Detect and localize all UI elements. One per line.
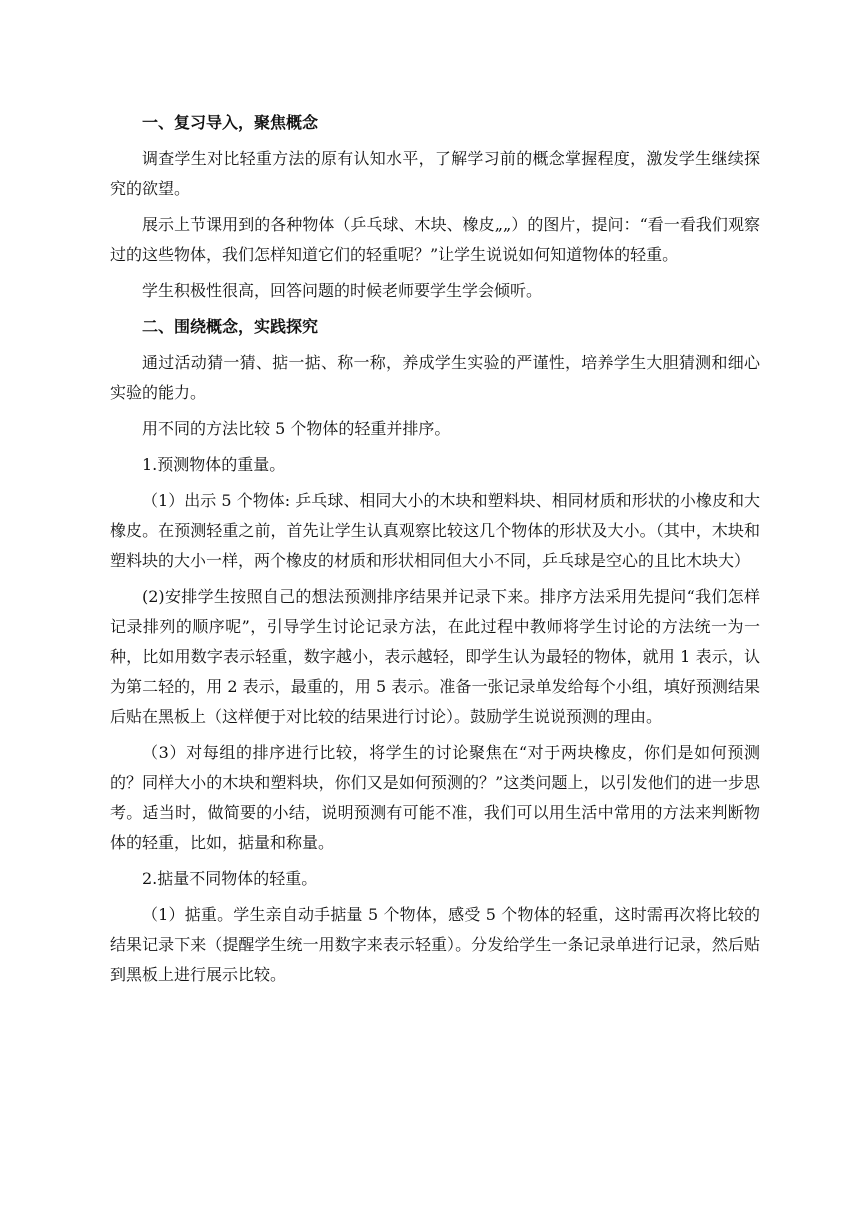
- paragraph: 通过活动猜一猜、掂一掂、称一称，养成学生实验的严谨性，培养学生大胆猜测和细心实验的能力。: [110, 353, 760, 402]
- paragraph: 调查学生对比轻重方法的原有认知水平，了解学习前的概念掌握程度，激发学生继续探究的欲望。: [110, 149, 760, 198]
- paragraph: 1.预测物体的重量。: [142, 455, 286, 474]
- paragraph: （3）对每组的排序进行比较，将学生的讨论聚焦在“对于两块橡皮，你们是如何预测的？同样大小的木块和塑料块，你们又是如何预测的？”这类问题上，以引发他们的进一步思考。适当时，做简要的小结，说明预测有可能不准，我们可以用生活中常用的方法来判断物体的轻重，比如，掂量和称量。: [110, 743, 760, 852]
- paragraph: (2)安排学生按照自己的想法预测排序结果并记录下来。排序方法采用先提问“我们怎样记录排列的顺序呢”，引导学生讨论记录方法，在此过程中教师将学生讨论的方法统一为一种，比如用数字表示轻重，数字越小，表示越轻，即学生认为最轻的物体，就用 1 表示，认为第二轻的，用 2 表示，最重的，用 5 表示。准备一张记录单发给每个小组，填好预测结果后贴在黑板上（这样便于对比较的结果进行讨论）。鼓励学生说说预测的理由。: [110, 587, 760, 726]
- paragraph: （1）出示 5 个物体: 乒乓球、相同大小的木块和塑料块、相同材质和形状的小橡皮和大橡皮。在预测轻重之前，首先让学生认真观察比较这几个物体的形状及大小。（其中，木块和塑料块的大小一样，两个橡皮的材质和形状相同但大小不同，乒乓球是空心的且比木块大）: [110, 491, 760, 570]
- section-heading: 一、复习导入，聚焦概念: [142, 113, 319, 132]
- section-heading: 二、围绕概念，实践探究: [142, 317, 319, 336]
- document-body: [110, 108, 760, 996]
- paragraph: 学生积极性很高，回答问题的时候老师要学生学会倾听。: [142, 281, 543, 300]
- paragraph: 用不同的方法比较 5 个物体的轻重并排序。: [142, 419, 451, 438]
- paragraph: 展示上节课用到的各种物体（乒乓球、木块、橡皮„„）的图片，提问：“看一看我们观察过的这些物体，我们怎样知道它们的轻重呢？”让学生说说如何知道物体的轻重。: [110, 215, 760, 264]
- paragraph: 2.掂量不同物体的轻重。: [142, 869, 318, 888]
- paragraph: （1）掂重。学生亲自动手掂量 5 个物体，感受 5 个物体的轻重，这时需再次将比较的结果记录下来（提醒学生统一用数字来表示轻重）。分发给学生一条记录单进行记录，然后贴到黑板上进行展示比较。: [110, 905, 760, 984]
